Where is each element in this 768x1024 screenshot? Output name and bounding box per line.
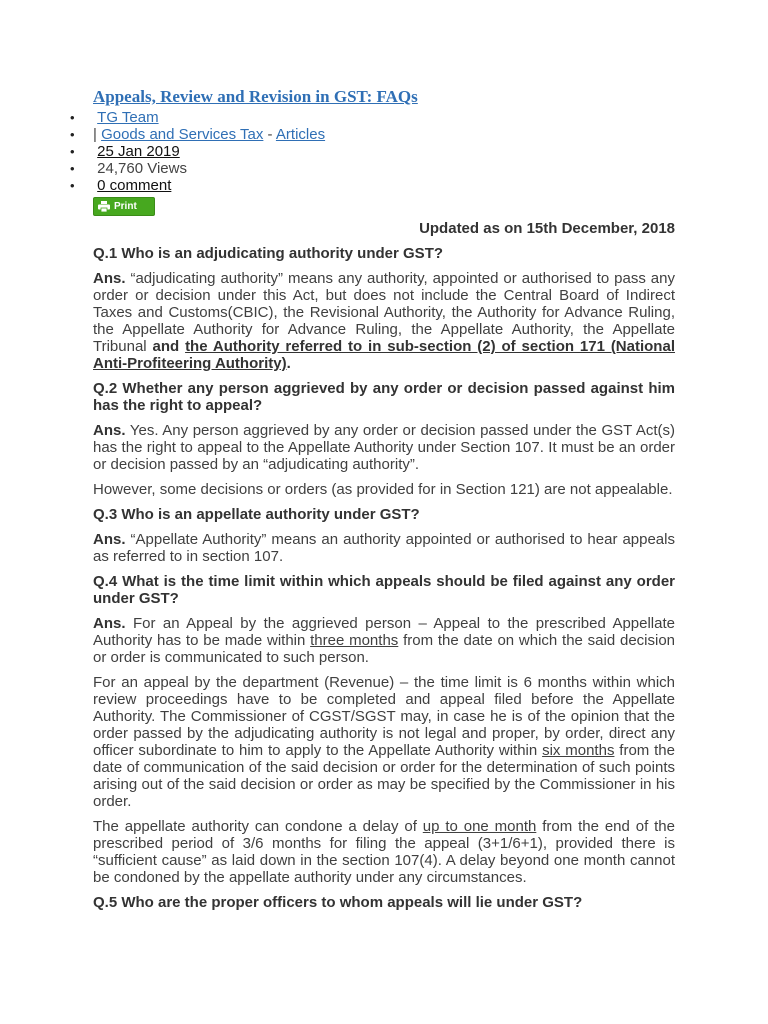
question-4: Q.4 What is the time limit within which appeals should be filed against any order under GST? bbox=[93, 573, 675, 607]
answer-4-p3-pre: The appellate authority can condone a delay of bbox=[93, 818, 423, 835]
answer-1-and: and bbox=[152, 338, 186, 355]
question-5: Q.5 Who are the proper officers to whom appeals will lie under GST? bbox=[93, 894, 583, 911]
answer-4-p3-underlined: up to one month bbox=[422, 818, 537, 835]
comments-link[interactable]: 0 comment bbox=[97, 177, 172, 194]
question-1: Q.1 Who is an adjudicating authority under GST? bbox=[93, 245, 444, 262]
ans-label: Ans. bbox=[93, 422, 126, 439]
article-title-link[interactable]: Appeals, Review and Revision in GST: FAQs bbox=[93, 87, 418, 106]
meta-date bbox=[93, 143, 675, 160]
answer-4-p3-post: from the end of the prescribed period of 3/6 months for filing the appeal (3+1/6+1), provided there is “sufficient cause” as laid down in the section 107(4). A delay beyond one month cannot be condoned by the appellate authority under any circumstances. bbox=[93, 818, 675, 886]
print-label: Print bbox=[114, 201, 137, 212]
answer-2 bbox=[93, 422, 675, 473]
article-meta-list bbox=[93, 109, 675, 194]
answer-4-p2-post: from the date of communication of the said decision or order for the determination of such points arising out of the said decision or order as may be specified by the Commissioner in his order. bbox=[93, 742, 675, 810]
ans-label: Ans. bbox=[93, 531, 126, 548]
printer-icon bbox=[98, 201, 110, 212]
answer-4-p2-pre: For an appeal by the department (Revenue) – the time limit is 6 months within which review proceedings have to be completed and appeal filed before the Appellate Authority. The Commissioner of CGST/SGST may, in case he is of the opinion that the order passed by the adjudicating authority is not legal and proper, by order, direct any officer subordinate to him to apply to the Appellate Authority within bbox=[93, 674, 675, 759]
meta-author bbox=[93, 109, 675, 126]
answer-1-end: . bbox=[286, 355, 291, 372]
updated-date: Updated as on 15th December, 2018 bbox=[419, 220, 675, 237]
ans-label: Ans. bbox=[93, 615, 126, 632]
category-prefix: | bbox=[93, 126, 102, 143]
print-button[interactable] bbox=[93, 197, 155, 216]
answer-4-post: from the date on which the said decision or order is communicated to such person. bbox=[93, 632, 676, 666]
meta-comments bbox=[93, 177, 675, 194]
answer-4-underlined: three months bbox=[310, 632, 399, 649]
category-link[interactable]: Goods and Services Tax bbox=[101, 126, 264, 143]
author-link[interactable]: TG Team bbox=[97, 109, 159, 126]
category-separator: - bbox=[263, 126, 276, 143]
answer-4-para-3 bbox=[93, 818, 675, 886]
meta-views bbox=[93, 160, 675, 177]
answer-1-text: “adjudicating authority” means any authority, appointed or authorised to pass any order or decision under this Act, but does not include the Central Board of Indirect Taxes and Customs(CBIC), the Revisional Authority, the Authority for Advance Ruling, the Appellate Authority for Advance Ruling, the Appellate Authority, the Appellate Tribunal bbox=[93, 270, 675, 355]
meta-category bbox=[93, 126, 675, 143]
question-2: Q.2 Whether any person aggrieved by any order or decision passed against him has the right to appeal? bbox=[93, 380, 675, 414]
views-count: 24,760 Views bbox=[97, 160, 187, 177]
answer-1-underlined: the Authority referred to in sub-section (2) of section 171 (National Anti-Profiteering Authority) bbox=[93, 338, 675, 372]
article-container bbox=[93, 87, 675, 919]
answer-3-text: “Appellate Authority” means an authority appointed or authorised to hear appeals as referred to in section 107. bbox=[93, 531, 675, 565]
answer-2-text: Yes. Any person aggrieved by any order or decision passed under the GST Act(s) has the right to appeal to the Appellate Authority under Section 107. It must be an order or decision passed by an “adjudicating authority”. bbox=[93, 422, 675, 473]
date-link[interactable]: 25 Jan 2019 bbox=[97, 143, 180, 160]
ans-label: Ans. bbox=[93, 270, 126, 287]
answer-1 bbox=[93, 270, 675, 372]
answer-4-para-2 bbox=[93, 674, 675, 810]
answer-4-p2-underlined: six months bbox=[542, 742, 615, 759]
section-link[interactable]: Articles bbox=[275, 126, 326, 143]
question-3: Q.3 Who is an appellate authority under GST? bbox=[93, 506, 420, 523]
answer-3 bbox=[93, 531, 675, 565]
answer-4 bbox=[93, 615, 675, 666]
answer-4-pre: For an Appeal by the aggrieved person – Appeal to the prescribed Appellate Authority has to be made within bbox=[93, 615, 675, 649]
answer-2-para-2: However, some decisions or orders (as provided for in Section 121) are not appealable. bbox=[93, 481, 673, 498]
